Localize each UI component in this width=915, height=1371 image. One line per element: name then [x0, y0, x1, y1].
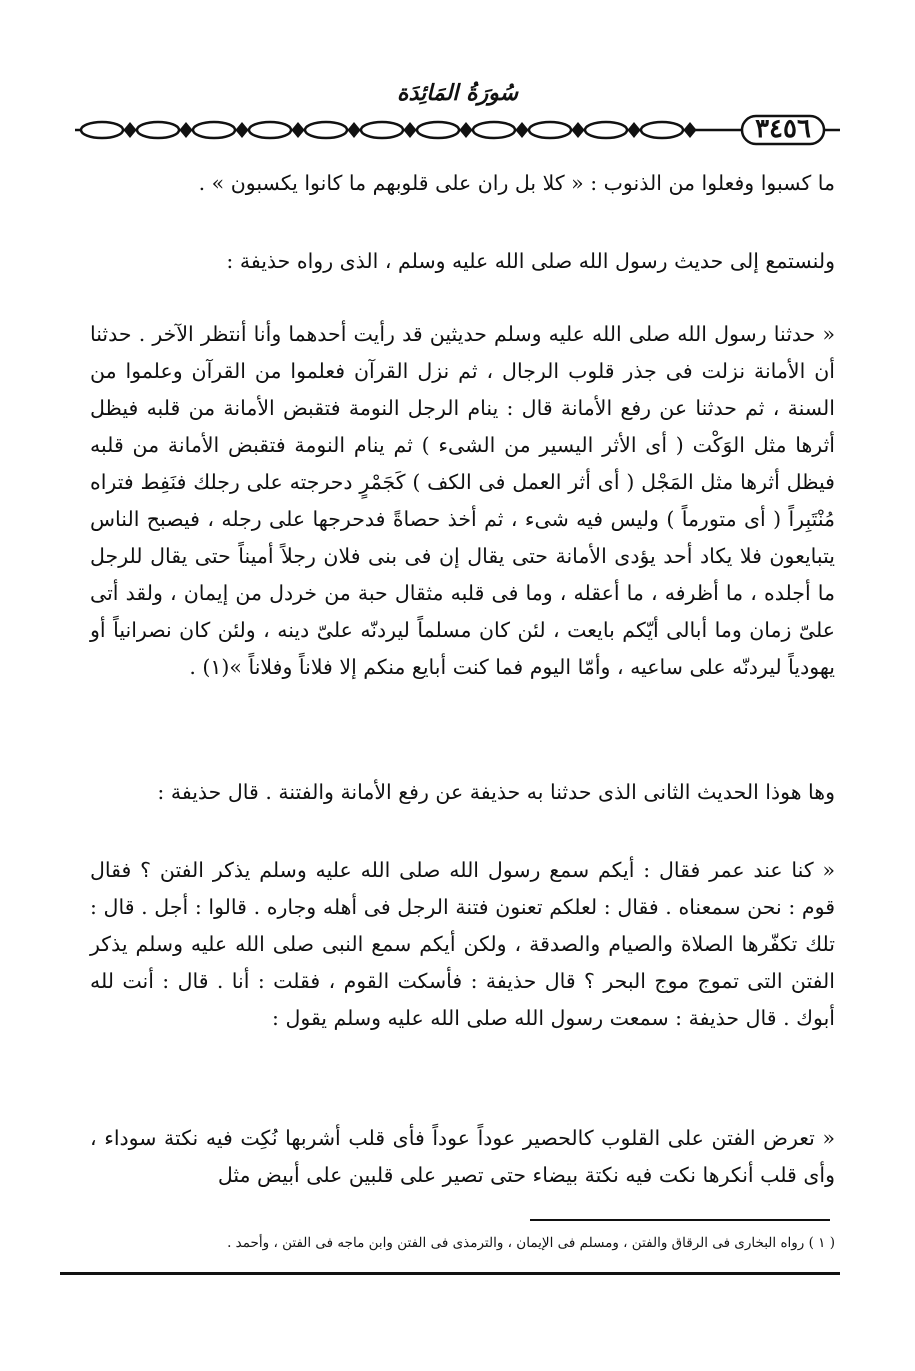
- ornament-diamond: [573, 124, 583, 136]
- footnote: ( ١ ) رواه البخارى فى الرقاق والفتن ، ومسلم فى الإيمان ، والترمذى فى الفتن وابن ماجه فى الفتن ، وأحمد .: [227, 1235, 835, 1251]
- ornament-diamond: [685, 124, 695, 136]
- ornament-diamond: [349, 124, 359, 136]
- surah-title: سُورَةُ المَائِدَة: [396, 80, 519, 106]
- ornament-oval: [193, 122, 235, 138]
- ornament-oval: [137, 122, 179, 138]
- ornament-diamond: [461, 124, 471, 136]
- ornament-oval: [417, 122, 459, 138]
- paragraph-2: ولنستمع إلى حديث رسول الله صلى الله عليه وسلم ، الذى رواه حذيفة :: [226, 249, 835, 273]
- ornament-oval: [529, 122, 571, 138]
- paragraph-intro-second-hadith: وها هوذا الحديث الثانى الذى حدثنا به حذيفة عن رفع الأمانة والفتنة . قال حذيفة :: [157, 780, 835, 804]
- ornament-diamond: [293, 124, 303, 136]
- ornament-oval: [305, 122, 347, 138]
- ornament-oval: [249, 122, 291, 138]
- bottom-rule: [60, 1272, 840, 1275]
- ornament-diamond: [405, 124, 415, 136]
- ornament-diamond: [517, 124, 527, 136]
- ornament-oval: [585, 122, 627, 138]
- ornament-diamond: [125, 124, 135, 136]
- paragraph-hadith-amana: « حدثنا رسول الله صلى الله عليه وسلم حديثين قد رأيت أحدهما وأنا أنتظر الآخر . حدثنا أن الأمانة نزلت فى جذر قلوب الرجال ، ثم نزل القرآن فعلموا من القرآن وعلموا من السنة ، ثم حدثنا عن رفع الأمانة قال : ينام الرجل النومة فتقبض الأمانة من قلبه فيظل أثرها مثل الوَكْت ( أى الأثر اليسير من الشىء ) ثم ينام النومة فتقبض الأمانة من قلبه فيظل أثرها مثل المَجْل ( أى أثر العمل فى الكف ) كَجَمْرٍ دحرجته على رجلك فنَفِط فتراه مُنْتَبِراً ( أى متورماً ) وليس فيه شىء ، ثم أخذ حصاةً فدحرجها على رجله ، فيصبح الناس يتبايعون فلا يكاد أحد يؤدى الأمانة حتى يقال إن فى بنى فلان رجلاً أميناً حتى يقال للرجل ما أجلده ، ما أظرفه ، ما أعقله ، وما فى قلبه مثقال حبة من خردل من إيمان ، ولقد أتى علىّ زمان وما أبالى أيّكم بايعت ، لئن كان مسلماً ليردنّه علىّ دينه ، ولئن كان نصرانياً أو يهودياً ليردنّه على ساعيه ، وأمّا اليوم فما كنت أبايع منكم إلا فلاناً وفلاناً »(١) .: [90, 322, 835, 679]
- ornament-oval: [361, 122, 403, 138]
- paragraph-fitan-continued: « تعرض الفتن على القلوب كالحصير عوداً عوداً فأى قلب أشربها نُكِت فيه نكتة سوداء ، وأى قلب أنكرها نكت فيه نكتة بيضاء حتى تصير على قلبين على أبيض مثل: [90, 1126, 835, 1187]
- ornament-oval: [641, 122, 683, 138]
- paragraph-hadith-fitan: « كنا عند عمر فقال : أيكم سمع رسول الله صلى الله عليه وسلم يذكر الفتن ؟ فقال قوم : نحن سمعناه . فقال : لعلكم تعنون فتنة الرجل فى أهله وجاره . قالوا : أجل . قال : تلك تكفّرها الصلاة والصيام والصدقة ، ولكن أيكم سمع النبى صلى الله عليه وسلم يذكر الفتن التى تموج موج البحر ؟ قال حذيفة : فأسكت القوم ، فقلت : أنا . قال : أنت لله أبوك . قال حذيفة : سمعت رسول الله صلى الله عليه وسلم يقول :: [90, 858, 835, 1030]
- ornament-diamond: [629, 124, 639, 136]
- page-number: ٣٤٥٦: [755, 114, 811, 144]
- ornament-oval: [81, 122, 123, 138]
- ornament-diamond: [237, 124, 247, 136]
- ornament-oval: [473, 122, 515, 138]
- footnote-separator: [530, 1219, 830, 1221]
- paragraph-1: ما كسبوا وفعلوا من الذنوب : « كلا بل ران على قلوبهم ما كانوا يكسبون » .: [198, 171, 835, 195]
- ornament-diamond: [181, 124, 191, 136]
- ornamental-border: [75, 112, 840, 148]
